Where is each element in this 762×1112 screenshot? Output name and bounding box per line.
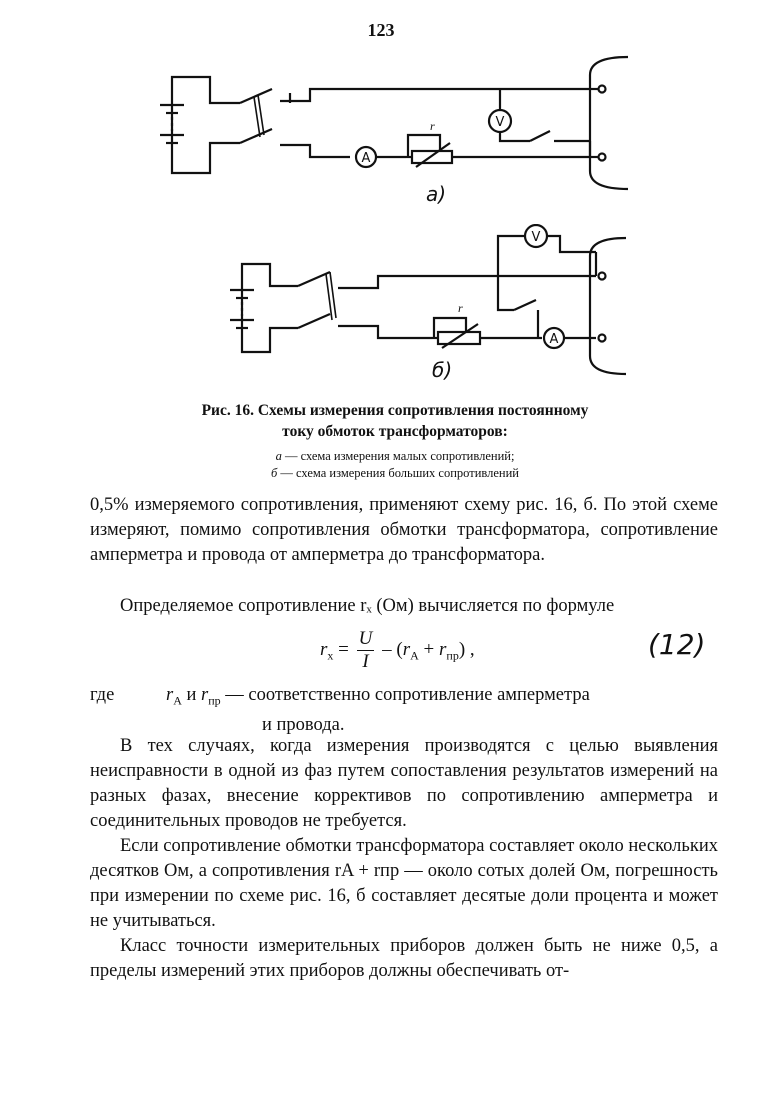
where-and: и — [181, 685, 202, 705]
formula-rpr-sub: пр — [446, 648, 459, 663]
where-line-2: и провода. — [262, 714, 345, 735]
where-line-1 — [166, 683, 590, 713]
figure-legend — [100, 448, 690, 482]
formula-plus: + — [418, 638, 439, 660]
where-ra-sub: A — [173, 693, 182, 708]
formula-12 — [320, 628, 475, 673]
knife-switch-icon — [240, 89, 272, 143]
formula-ra-sub: A — [410, 648, 419, 663]
formula-lhs: r — [320, 638, 328, 660]
formula-rpr: r — [438, 638, 447, 660]
legend-a-text: — схема измерения малых сопротивлений; — [281, 449, 515, 463]
figure-label-a: а) — [426, 182, 447, 206]
ammeter-icon — [544, 328, 564, 348]
where-ra: r — [166, 685, 174, 705]
svg-text:r: r — [458, 301, 463, 315]
legend-b-text: — схема измерения больших сопротивлений — [277, 466, 519, 480]
equation-number: (12) — [648, 628, 706, 661]
formula-close: ) , — [458, 638, 475, 660]
rheostat-icon — [406, 119, 452, 167]
circuit-diagram-a — [150, 55, 630, 215]
legend-a-letter: а — [275, 449, 282, 463]
formula-numerator: U — [358, 628, 373, 649]
paragraph-2: Определяемое сопротивление rₓ (Ом) вычисляется по формуле — [120, 596, 615, 616]
svg-text:r: r — [430, 119, 435, 133]
formula-eq: = — [338, 638, 349, 660]
caption-line-2: току обмоток трансформаторов: — [282, 423, 508, 440]
rheostat-icon — [432, 301, 480, 348]
where-rest: — соответственно сопротивление амперметра — [220, 685, 590, 705]
svg-text:A: A — [361, 151, 371, 166]
page-number: 123 — [367, 20, 395, 40]
circuit-diagram-b — [228, 224, 628, 384]
paragraph-3: В тех случаях, когда измерения производятся с целью выявления неисправности в одной из фаз путем сопоставления результатов измерений на разных фазах, внесение коррективов по сопротивлению амперметра и соединительных проводов не требуется. — [90, 736, 718, 831]
svg-text:V: V — [531, 230, 541, 245]
ammeter-icon — [356, 147, 376, 167]
where-definition — [166, 683, 590, 737]
legend-b — [100, 465, 690, 482]
battery-icon — [230, 274, 254, 342]
voltmeter-icon — [525, 225, 547, 247]
formula-lhs-sub: x — [327, 648, 334, 663]
legend-a — [100, 448, 690, 465]
figure-label-b: б) — [432, 358, 453, 382]
battery-icon — [160, 90, 184, 160]
formula-denominator: I — [362, 651, 369, 672]
formula-minus: – ( — [382, 638, 403, 660]
paragraph-4: Если сопротивление обмотки трансформатора составляет около нескольких десятков Ом, а сопротивления rA + rпр — около сотых долей Ом, погрешность при измерении по схеме рис. 16, б составляет десятые доли процента и может не учитываться. — [90, 836, 718, 931]
where-rpr-sub: пр — [208, 693, 221, 708]
formula-fraction — [357, 628, 375, 673]
voltmeter-icon — [489, 110, 511, 132]
formula-ra: r — [402, 638, 411, 660]
where-word: где — [90, 685, 115, 705]
legend-b-letter: б — [270, 466, 278, 480]
figure-caption — [100, 400, 690, 442]
svg-text:A: A — [549, 332, 559, 347]
paragraph-5: Класс точности измерительных приборов должен быть не ниже 0,5, а пределы измерений этих приборов должны обеспечивать от- — [90, 936, 718, 981]
paragraph-1: 0,5% измеряемого сопротивления, применяют схему рис. 16, б. По этой схеме измеряют, помимо сопротивления обмотки трансформатора, сопротивление амперметра и провода от амперметра до трансформатора. — [90, 495, 718, 565]
knife-switch-icon — [298, 272, 336, 328]
svg-text:V: V — [495, 115, 505, 130]
where-rpr: r — [201, 685, 209, 705]
caption-line-1: Рис. 16. Схемы измерения сопротивления постоянному — [201, 402, 589, 419]
